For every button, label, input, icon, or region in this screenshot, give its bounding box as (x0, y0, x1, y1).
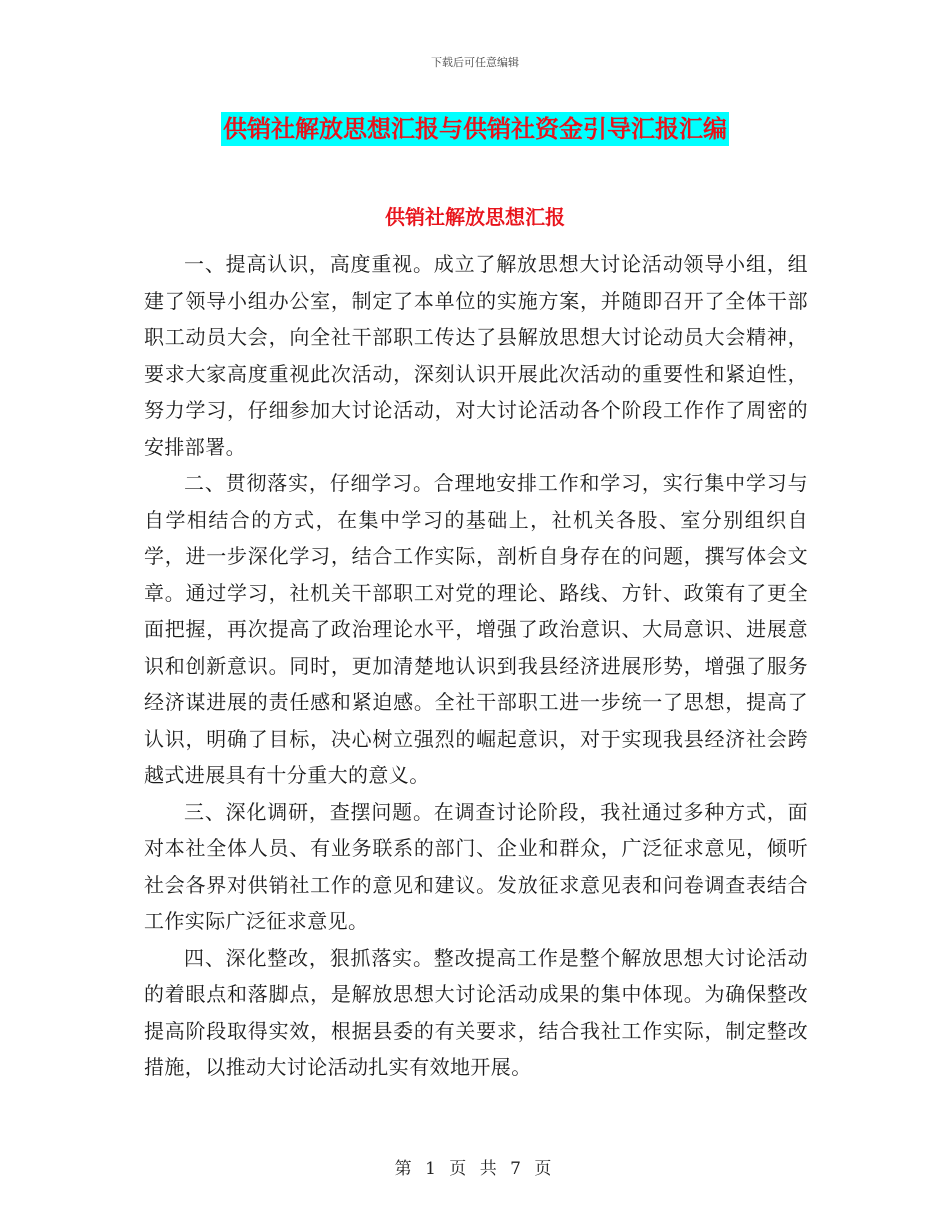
document-body (144, 246, 808, 1086)
paragraph-1: 一、提高认识，高度重视。成立了解放思想大讨论活动领导小组，组建了领导小组办公室，制定了本单位的实施方案，并随即召开了全体干部职工动员大会，向全社干部职工传达了县解放思想大讨论动员大会精神，要求大家高度重视此次活动，深刻认识开展此次活动的重要性和紧迫性，努力学习，仔细参加大讨论活动，对大讨论活动各个阶段工作作了周密的安排部署。 (144, 252, 808, 459)
paragraph-4: 四、深化整改，狠抓落实。整改提高工作是整个解放思想大讨论活动的着眼点和落脚点，是解放思想大讨论活动成果的集中体现。为确保整改提高阶段取得实效，根据县委的有关要求，结合我社工作实际，制定整改措施，以推动大讨论活动扎实有效地开展。 (144, 945, 808, 1079)
section-title: 供销社解放思想汇报 (385, 205, 565, 229)
header-note: 下载后可任意编辑 (431, 56, 519, 69)
page-footer: 第 1 页 共 7 页 (394, 1159, 556, 1179)
main-title-container (0, 112, 950, 146)
paragraph-2: 二、贯彻落实，仔细学习。合理地安排工作和学习，实行集中学习与自学相结合的方式，在集中学习的基础上，社机关各股、室分别组织自学，进一步深化学习，结合工作实际，剖析自身存在的问题，撰写体会文章。通过学习，社机关干部职工对党的理论、路线、方针、政策有了更全面把握，再次提高了政治理论水平，增强了政治意识、大局意识、进展意识和创新意识。同时，更加清楚地认识到我县经济进展形势，增强了服务经济谋进展的责任感和紧迫感。全社干部职工进一步统一了思想，提高了认识，明确了目标，决心树立强烈的崛起意识，对于实现我县经济社会跨越式进展具有十分重大的意义。 (144, 471, 808, 787)
main-title: 供销社解放思想汇报与供销社资金引导汇报汇编 (221, 112, 729, 146)
paragraph-3: 三、深化调研，查摆问题。在调查讨论阶段，我社通过多种方式，面对本社全体人员、有业务联系的部门、企业和群众，广泛征求意见，倾听社会各界对供销社工作的意见和建议。发放征求意见表和问卷调查表结合工作实际广泛征求意见。 (144, 799, 808, 933)
